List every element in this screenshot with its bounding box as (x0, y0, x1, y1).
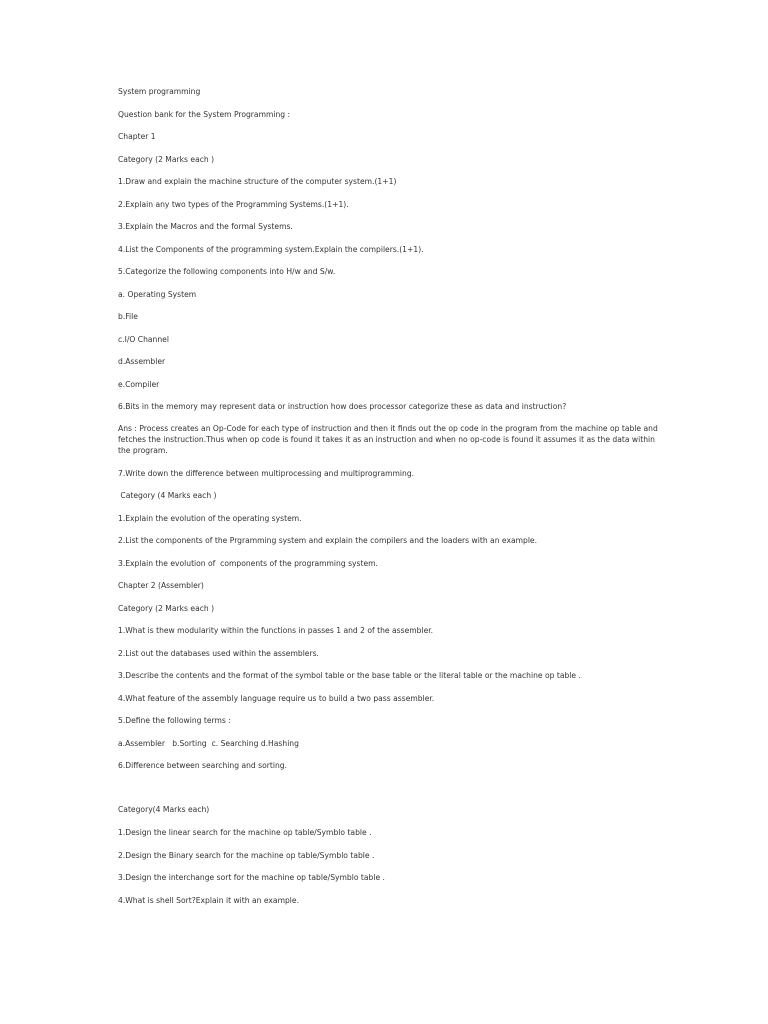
category-heading: Category (2 Marks each ) (118, 155, 215, 164)
doc-subtitle: Question bank for the System Programming : (118, 110, 291, 119)
chapter-heading: Chapter 2 (Assembler) (118, 581, 204, 590)
question-line: 4.What is shell Sort?Explain it with an example. (118, 896, 299, 905)
question-line: 2.List out the databases used within the assemblers. (118, 649, 319, 658)
question-line: 6.Difference between searching and sorting. (118, 761, 287, 770)
question-line: 1.What is thew modularity within the functions in passes 1 and 2 of the assembler. (118, 626, 434, 635)
list-item: e.Compiler (118, 380, 160, 389)
question-line: 4.What feature of the assembly language require us to build a two pass assembler. (118, 694, 435, 703)
question-line: 5.Define the following terms : (118, 716, 231, 725)
list-item: d.Assembler (118, 357, 166, 366)
question-line: 2.Design the Binary search for the machine op table/Symblo table . (118, 851, 375, 860)
category-heading: Category(4 Marks each) (118, 805, 210, 814)
category-heading: Category (4 Marks each ) (118, 491, 217, 500)
question-line: 4.List the Components of the programming system.Explain the compilers.(1+1). (118, 245, 424, 254)
question-line: 5.Categorize the following components into H/w and S/w. (118, 267, 336, 276)
question-line: 3.Describe the contents and the format of the symbol table or the base table or the literal table or the machine op table . (118, 671, 581, 680)
doc-title: System programming (118, 87, 201, 96)
chapter-heading: Chapter 1 (118, 132, 156, 141)
list-item: c.I/O Channel (118, 335, 169, 344)
term-list: a.Assembler b.Sorting c. Searching d.Hashing (118, 739, 299, 748)
list-item: a. Operating System (118, 290, 197, 299)
category-heading: Category (2 Marks each ) (118, 604, 215, 613)
question-line: 1.Draw and explain the machine structure of the computer system.(1+1) (118, 177, 397, 186)
question-line: 3.Design the interchange sort for the machine op table/Symblo table . (118, 873, 385, 882)
question-line: 2.List the components of the Prgramming system and explain the compilers and the loaders with an example. (118, 536, 538, 545)
question-line: 2.Explain any two types of the Programming Systems.(1+1). (118, 200, 349, 209)
question-line: 1.Explain the evolution of the operating system. (118, 514, 302, 523)
question-line: 3.Explain the Macros and the formal Systems. (118, 222, 293, 231)
answer-paragraph: Ans : Process creates an Op-Code for each type of instruction and then it finds out the op code in the program from the machine op table and fetches the instruction.Thus when op code is found it takes it as an instruction and when no op-code is found it assumes it as the data within the program. (118, 424, 661, 455)
question-line: 3.Explain the evolution of components of the programming system. (118, 559, 378, 568)
question-line: 6.Bits in the memory may represent data or instruction how does processor categorize these as data and instruction? (118, 402, 567, 411)
question-line: 1.Design the linear search for the machine op table/Symblo table . (118, 828, 372, 837)
question-line: 7.Write down the difference between multiprocessing and multiprogramming. (118, 469, 415, 478)
list-item: b.File (118, 312, 138, 321)
